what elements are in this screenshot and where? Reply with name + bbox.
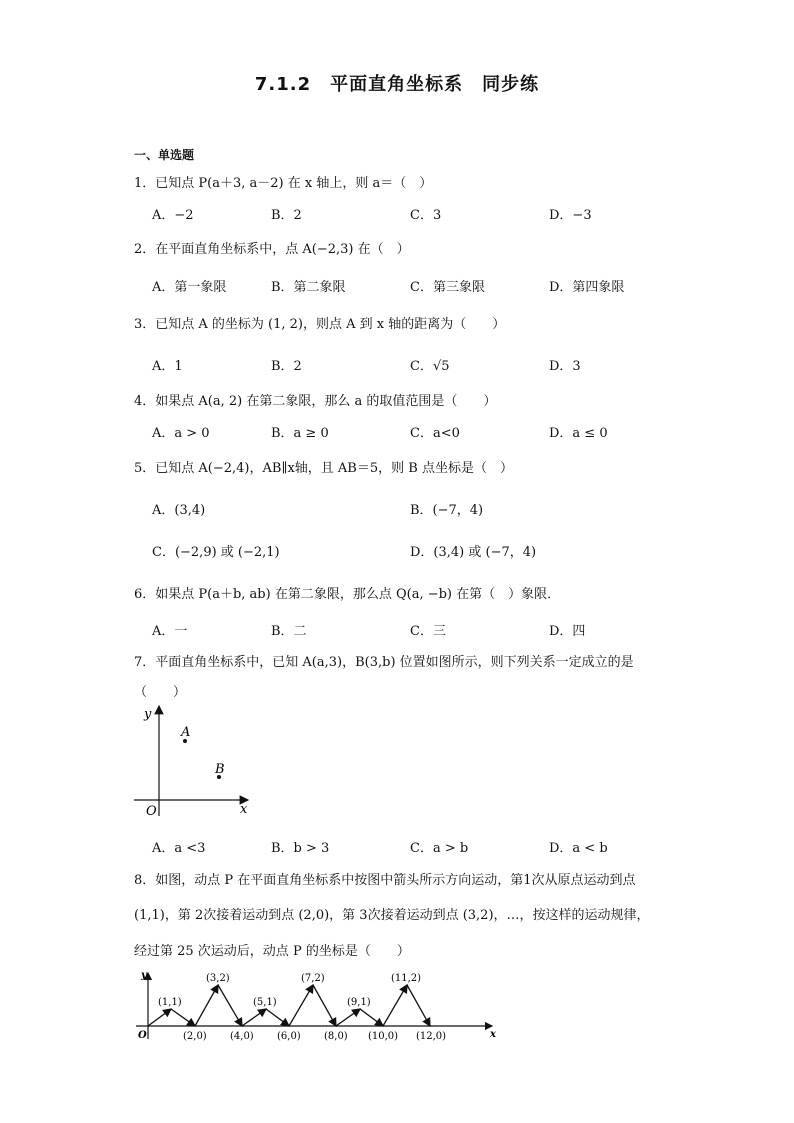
path-segment [289, 985, 313, 1026]
question-4-option-c[interactable]: C．a<0 [410, 426, 460, 441]
origin-label: O [146, 804, 157, 819]
path-segment [360, 1009, 383, 1026]
y-axis-label: y [141, 970, 147, 981]
section-heading: 一、单选题 [134, 148, 195, 162]
question-7-option-d[interactable]: D．a < b [549, 841, 608, 856]
path-segment [171, 1009, 195, 1026]
question-2-option-c[interactable]: C．第三象限 [410, 280, 485, 295]
point-a-label: A [181, 725, 191, 740]
peak-label: (7,2) [301, 973, 325, 984]
bottom-label: (12,0) [416, 1031, 447, 1042]
bottom-label: (8,0) [324, 1031, 348, 1042]
question-7-figure [130, 700, 260, 822]
peak-label: (11,2) [391, 973, 422, 984]
question-6-option-b[interactable]: B．二 [271, 624, 307, 639]
point-b-label: B [215, 762, 225, 777]
path-segment [195, 985, 218, 1026]
question-5-option-a[interactable]: A．(3,4) [152, 503, 206, 518]
peak-label: (3,2) [206, 973, 230, 984]
question-8-figure [128, 965, 508, 1045]
question-7-option-b[interactable]: B．b > 3 [271, 841, 330, 856]
peak-label: (5,1) [253, 997, 277, 1008]
bottom-label: (10,0) [368, 1031, 399, 1042]
question-4-option-a[interactable]: A．a > 0 [152, 426, 210, 441]
question-3-option-d[interactable]: D．3 [549, 359, 581, 374]
question-8-stem-continuation: (1,1)，第 2次接着运动到点 (2,0)，第 3次接着运动到点 (3,2)，…，按这样的运动规律， [134, 908, 650, 923]
question-5-option-d[interactable]: D．(3,4) 或 (−7，4) [410, 545, 537, 560]
question-3-option-b[interactable]: B．2 [271, 359, 302, 374]
path-segment [266, 1009, 289, 1026]
question-2-option-a[interactable]: A．第一象限 [152, 280, 227, 295]
question-8-stem-continuation-2: 经过第 25 次运动后，动点 P 的坐标是（ ） [134, 944, 410, 959]
question-7-stem: 7．平面直角坐标系中，已知 A(a,3)，B(3,b) 位置如图所示，则下列关系一定成立的是 [134, 655, 634, 670]
peak-label: (1,1) [158, 997, 182, 1008]
question-8-stem: 8．如图，动点 P 在平面直角坐标系中按图中箭头所示方向运动，第1次从原点运动到点 [134, 873, 636, 888]
question-1-option-b[interactable]: B．2 [271, 208, 302, 223]
question-6-option-c[interactable]: C．三 [410, 624, 446, 639]
path-segment [407, 985, 430, 1026]
path-segment [148, 1009, 171, 1026]
path-segment [383, 985, 407, 1026]
question-7-stem-continuation: （ ） [134, 685, 187, 700]
question-2-stem: 2．在平面直角坐标系中，点 A(−2,3) 在（ ） [134, 242, 410, 257]
question-5-option-b[interactable]: B．(−7，4) [410, 503, 484, 518]
question-4-stem: 4．如果点 A(a, 2) 在第二象限，那么 a 的取值范围是（ ） [134, 394, 497, 409]
origin-label: O [138, 1030, 147, 1041]
question-7-option-c[interactable]: C．a > b [410, 841, 469, 856]
question-2-option-b[interactable]: B．第二象限 [271, 280, 346, 295]
bottom-label: (2,0) [183, 1031, 207, 1042]
path-segment [313, 985, 336, 1026]
x-axis-label: x [240, 802, 248, 817]
path-segment [242, 1009, 266, 1026]
question-1-option-c[interactable]: C．3 [410, 208, 442, 223]
question-5-stem: 5．已知点 A(−2,4)，AB∥x轴，且 AB＝5，则 B 点坐标是（ ） [134, 461, 513, 476]
question-1-stem: 1．已知点 P(a＋3, a－2) 在 x 轴上，则 a＝（ ） [134, 176, 433, 191]
path-segment [218, 985, 242, 1026]
question-7-option-a[interactable]: A．a <3 [152, 841, 206, 856]
bottom-label: (6,0) [277, 1031, 301, 1042]
question-3-stem: 3．已知点 A 的坐标为 (1, 2)，则点 A 到 x 轴的距离为（ ） [134, 317, 506, 332]
question-6-stem: 6．如果点 P(a＋b, ab) 在第二象限，那么点 Q(a, −b) 在第（ ）象限． [134, 587, 561, 602]
question-4-option-d[interactable]: D．a ≤ 0 [549, 426, 608, 441]
question-4-option-b[interactable]: B．a ≥ 0 [271, 426, 329, 441]
question-3-option-c[interactable]: C．√5 [410, 359, 450, 374]
question-1-option-d[interactable]: D．−3 [549, 208, 592, 223]
question-3-option-a[interactable]: A．1 [152, 359, 183, 374]
path-segment [336, 1009, 360, 1026]
question-5-option-c[interactable]: C．(−2,9) 或 (−2,1) [152, 545, 280, 560]
question-6-option-a[interactable]: A．一 [152, 624, 188, 639]
question-6-option-d[interactable]: D．四 [549, 624, 586, 639]
question-2-option-d[interactable]: D．第四象限 [549, 280, 625, 295]
path-segments [148, 985, 430, 1026]
y-axis-label: y [144, 707, 152, 722]
peak-label: (9,1) [347, 997, 371, 1008]
question-1-option-a[interactable]: A．−2 [152, 208, 194, 223]
page-title: 7.1.2 平面直角坐标系 同步练 [254, 74, 540, 95]
bottom-label: (4,0) [230, 1031, 254, 1042]
x-axis-label: x [490, 1029, 496, 1040]
